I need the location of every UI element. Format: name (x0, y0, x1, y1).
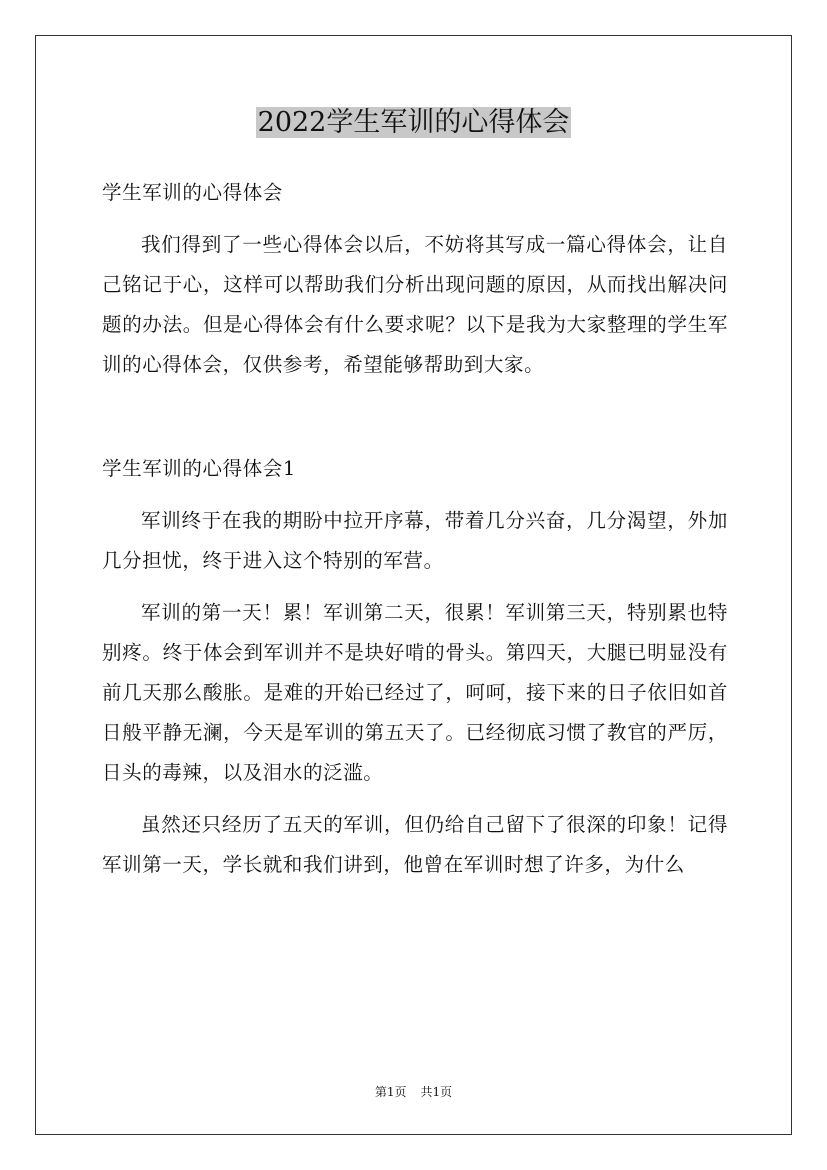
body-paragraph-1: 军训终于在我的期盼中拉开序幕，带着几分兴奋，几分渴望，外加几分担忧，终于进入这个特别的军营。 (102, 509, 728, 572)
document-title (0, 103, 827, 143)
body-paragraph-2: 军训的第一天！累！军训第二天，很累！军训第三天，特别累也特别疼。终于体会到军训并不是块好啃的骨头。第四天，大腿已明显没有前几天那么酸胀。是难的开始已经过了，呵呵，接下来的日子依旧如首日般平静无澜，今天是军训的第五天了。已经彻底习惯了教官的严厉，日头的毒辣，以及泪水的泛滥。 (102, 601, 728, 784)
section-heading: 学生军训的心得体会1 (102, 457, 296, 480)
document-subtitle: 学生军训的心得体会 (102, 181, 283, 204)
body-paragraph-3: 虽然还只经历了五天的军训，但仍给自己留下了很深的印象！记得军训第一天，学长就和我们讲到，他曾在军训时想了许多，为什么 (102, 813, 728, 876)
intro-paragraph: 我们得到了一些心得体会以后，不妨将其写成一篇心得体会，让自己铭记于心，这样可以帮助我们分析出现问题的原因，从而找出解决问题的办法。但是心得体会有什么要求呢？以下是我为大家整理的学生军训的心得体会，仅供参考，希望能够帮助到大家。 (102, 233, 728, 376)
page-number: 第1页 (374, 1085, 407, 1099)
document-title-text: 2022学生军训的心得体会 (257, 107, 570, 138)
page-total: 共1页 (420, 1085, 453, 1099)
document-body (102, 173, 728, 885)
page-footer (0, 1083, 827, 1101)
